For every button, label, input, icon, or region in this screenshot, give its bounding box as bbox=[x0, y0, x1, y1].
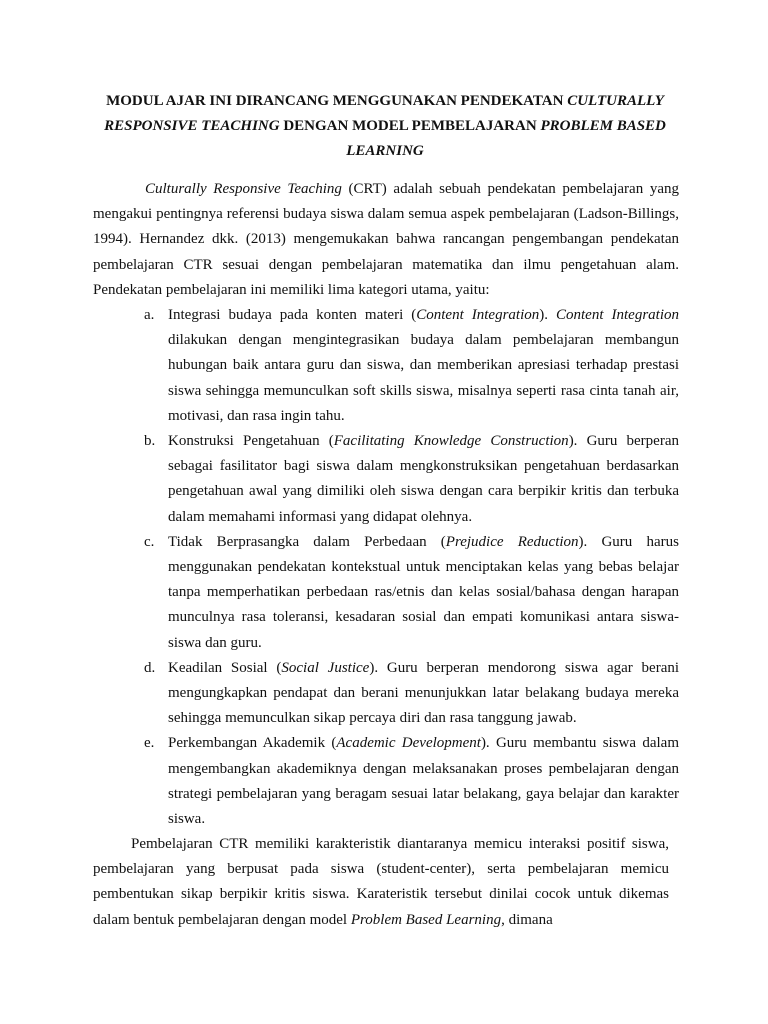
list-item bbox=[93, 429, 679, 530]
item-text: ). bbox=[539, 307, 556, 323]
item-text: ). Guru berperan sebagai fasilitator bagi siswa dalam mengkonstruksikan pengetahuan berdasarkan pengetahuan awal yang dimiliki oleh siswa dengan cara berpikir kritis dan terbuka dalam memahami informasi yang didapat olehnya. bbox=[168, 433, 679, 525]
item-text: Tidak Berprasangka dalam Perbedaan ( bbox=[168, 533, 446, 550]
intro-text: (CRT) adalah sebuah pendekatan pembelajaran yang mengakui pentingnya referensi budaya siswa dalam semua aspek pembelajaran (Ladson-Billings, 1994). Hernandez dkk. (2013) mengemukakan bahwa rancangan pengembangan pendekatan pembelajaran CTR sesuai dengan pembelajaran matematika dan ilmu pengetahuan alam. Pendekatan pembelajaran ini memiliki lima kategori utama, yaitu: bbox=[93, 181, 679, 298]
intro-paragraph bbox=[93, 177, 679, 303]
intro-italic: Culturally Responsive Teaching bbox=[145, 181, 342, 197]
item-italic: Prejudice Reduction bbox=[445, 533, 579, 550]
list-marker: a. bbox=[144, 307, 155, 323]
item-text: Perkembangan Akademik ( bbox=[168, 735, 337, 752]
closing-text: , dimana bbox=[501, 911, 553, 928]
item-text: ). Guru membantu siswa dalam mengembangkan akademiknya dengan melaksanakan proses pembelajaran dengan strategi pembelajaran yang beragam sesuai latar belakang, gaya belajar dan karakter siswa. bbox=[168, 735, 679, 828]
title-text: MODUL AJAR INI DIRANCANG MENGGUNAKAN PENDEKATAN bbox=[106, 93, 568, 109]
closing-paragraph bbox=[93, 832, 669, 933]
title-italic: CULTURALLY RESPONSIVE TEACHING bbox=[104, 93, 664, 134]
list-marker: d. bbox=[144, 659, 156, 676]
item-italic: Content Integration bbox=[556, 307, 679, 323]
item-italic: Facilitating Knowledge Construction bbox=[333, 433, 569, 450]
closing-text: Pembelajaran CTR memiliki karakteristik diantaranya memicu interaksi positif siswa, pembelajaran yang berpusat pada siswa (student-center), serta pembelajaran memicu pembentukan sikap berpikir kritis siswa. Karateristik tersebut dinilai cocok untuk dikemas dalam bentuk pembelajaran dengan model bbox=[93, 836, 669, 928]
list-marker: e. bbox=[144, 735, 155, 752]
list-item bbox=[93, 303, 679, 429]
item-italic: Content Integration bbox=[416, 307, 540, 323]
list-item bbox=[93, 530, 679, 656]
item-italic: Social Justice bbox=[281, 659, 370, 676]
item-text: dilakukan dengan mengintegrasikan budaya dalam pembelajaran membangun hubungan baik antara guru dan siswa, dan memberikan apresiasi terhadap prestasi siswa sehingga memunculkan soft skills siswa, misalnya seperti rasa cinta tanah air, motivasi, dan rasa ingin tahu. bbox=[168, 332, 679, 424]
item-text: ). Guru berperan mendorong siswa agar berani mengungkapkan pendapat dan berani menunjukkan latar belakang budaya mereka sehingga memunculkan sikap percaya diri dan rasa tanggung jawab. bbox=[168, 659, 680, 727]
item-text: ). Guru harus menggunakan pendekatan kontekstual untuk menciptakan kelas yang bebas belajar tanpa memperhatikan perbedaan ras/etnis dan kelas sosial/bahasa dengan harapan munculnya rasa toleransi, kesadaran sosial dan empati komunikasi antara siswa- siswa dan guru. bbox=[168, 533, 679, 651]
list-marker: c. bbox=[144, 533, 155, 550]
item-italic: Academic Development bbox=[336, 735, 481, 752]
list-item bbox=[93, 656, 679, 732]
list-item bbox=[93, 731, 679, 832]
list-marker: b. bbox=[144, 433, 156, 450]
document-title bbox=[90, 89, 680, 164]
category-list bbox=[93, 303, 679, 832]
item-text: Integrasi budaya pada konten materi ( bbox=[168, 307, 417, 323]
closing-italic: Problem Based Learning bbox=[350, 911, 502, 928]
item-text: Konstruksi Pengetahuan ( bbox=[168, 433, 334, 450]
title-text: DENGAN MODEL PEMBELAJARAN bbox=[279, 118, 541, 134]
title-italic: PROBLEM BASED LEARNING bbox=[346, 118, 666, 159]
item-text: Keadilan Sosial ( bbox=[168, 659, 282, 676]
